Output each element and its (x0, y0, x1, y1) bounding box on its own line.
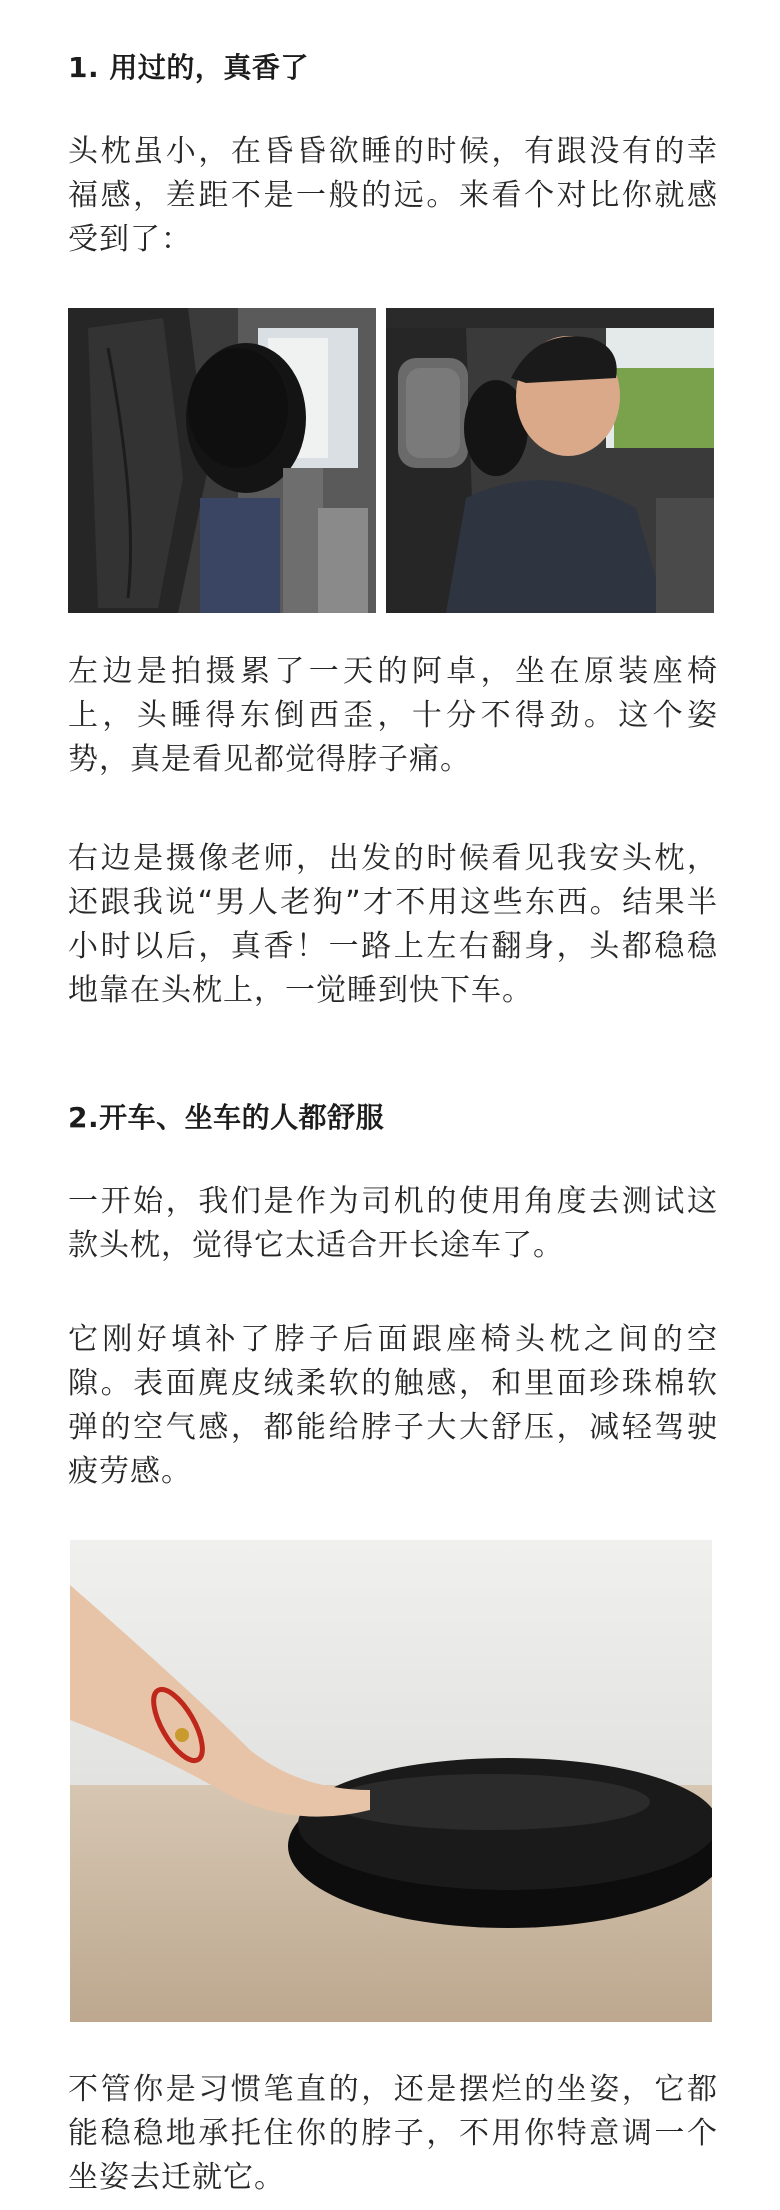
section1-heading: 1. 用过的，真香了 (68, 51, 309, 84)
seat-headrest-photo (68, 308, 376, 613)
section1-intro-paragraph: 头枕虽小，在昏昏欲睡的时候，有跟没有的幸福感，差距不是一般的远。来看个对比你就感受到了： (68, 134, 718, 257)
section1-right-description: 右边是摄像老师，出发的时候看见我安头枕，还跟我说“男人老狗”才不用这些东西。结果半小时以后，真香！一路上左右翻身，头都稳稳地靠在头枕上，一觉睡到快下车。 (68, 841, 718, 1008)
section2-heading: 2.开车、坐车的人都舒服 (68, 1101, 385, 1134)
section1-left-description: 左边是拍摄累了一天的阿卓，坐在原装座椅上，头睡得东倒西歪，十分不得劲。这个姿势，真是看见都觉得脖子痛。 (68, 654, 718, 777)
section2-paragraph-3: 不管你是习惯笔直的，还是摆烂的坐姿，它都能稳稳地承托住你的脖子，不用你特意调一个坐姿去迁就它。 (68, 2072, 718, 2195)
section2-paragraph-1: 一开始，我们是作为司机的使用角度去测试这款头枕，觉得它太适合开长途车了。 (68, 1184, 718, 1263)
section2-paragraph-2: 它刚好填补了脖子后面跟座椅头枕之间的空隙。表面麂皮绒柔软的触感，和里面珍珠棉软弹的空气感，都能给脖子大大舒压，减轻驾驶疲劳感。 (68, 1322, 718, 1489)
passenger-sleeping-photo (386, 308, 714, 613)
pillow-press-photo (70, 1540, 712, 2022)
